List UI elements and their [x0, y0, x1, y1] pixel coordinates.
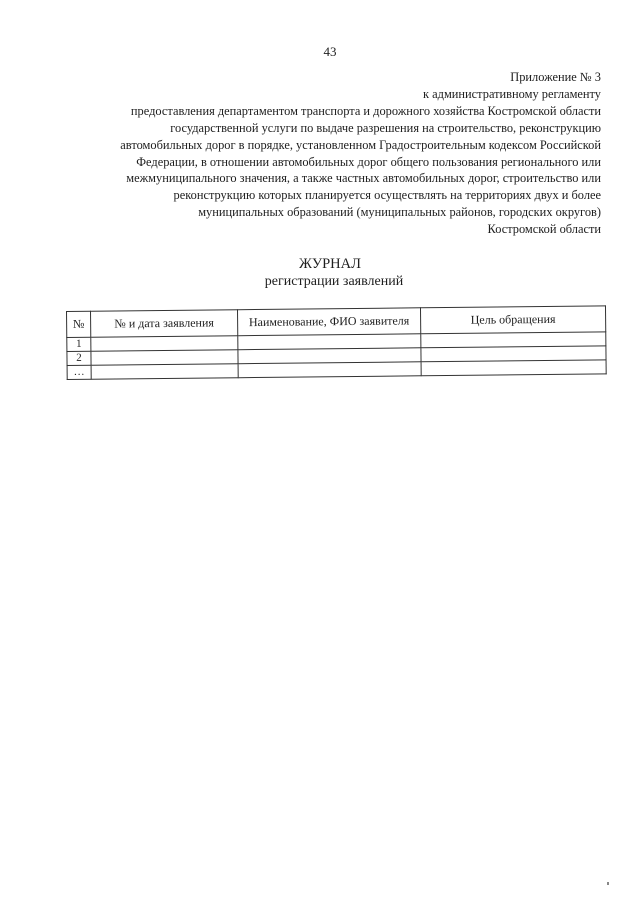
table-cell	[238, 362, 421, 378]
table-cell	[91, 336, 238, 352]
appendix-line: Приложение № 3	[510, 70, 601, 84]
journal-subtitle: регистрации заявлений	[264, 274, 404, 289]
column-header-purpose: Цель обращения	[420, 306, 605, 334]
table-cell-number: …	[67, 365, 91, 379]
appendix-line: предоставления департаментом транспорта и дорожного хозяйства Костромской области	[130, 103, 601, 118]
appendix-line: Федерации, в отношении автомобильных дорог общего пользования регионального или	[136, 154, 601, 169]
column-header-number: №	[67, 311, 91, 337]
table-cell-number: 1	[67, 337, 91, 351]
column-header-application: № и дата заявления	[91, 310, 238, 338]
scan-artifact	[607, 882, 609, 885]
registration-table	[66, 305, 607, 380]
appendix-line: реконструкцию которых планируется осуществлять на территориях двух и более	[173, 188, 601, 203]
table-cell-number: 2	[67, 351, 91, 365]
table-cell	[91, 350, 238, 366]
appendix-line: к административному регламенту	[423, 86, 601, 101]
appendix-line: Костромской области	[487, 222, 601, 237]
table-cell	[421, 360, 606, 376]
journal-title: ЖУРНАЛ	[299, 256, 361, 272]
column-header-applicant: Наименование, ФИО заявителя	[237, 308, 420, 336]
appendix-line: государственной услуги по выдаче разрешения на строительство, реконструкцию	[170, 120, 601, 135]
page-number: 43	[323, 44, 337, 59]
table-cell	[91, 364, 238, 380]
appendix-line: межмуниципального значения, а также частных автомобильных дорог, строительство или	[126, 171, 601, 186]
appendix-line: автомобильных дорог в порядке, установленном Градостроительным кодексом Российской	[120, 137, 601, 152]
appendix-header	[61, 69, 601, 238]
appendix-line: муниципальных образований (муниципальных районов, городских округов)	[198, 205, 601, 220]
